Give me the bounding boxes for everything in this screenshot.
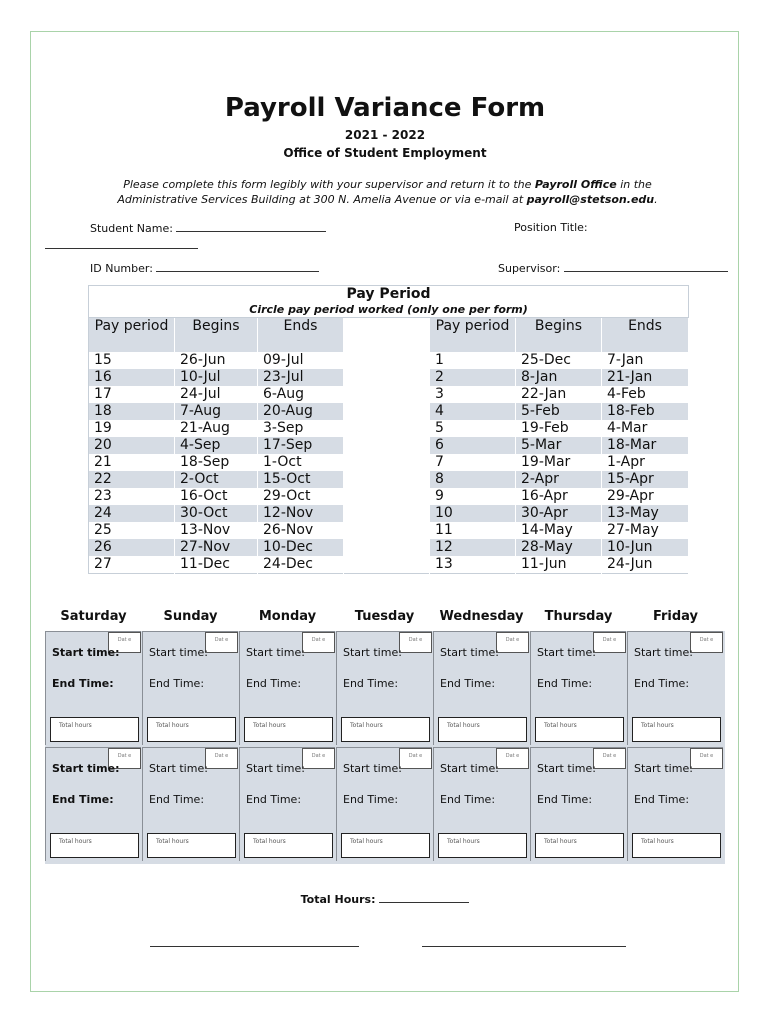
pay-period-number[interactable]: 23: [89, 488, 175, 505]
day-cell: [45, 631, 141, 745]
total-hours-box[interactable]: Total hours: [147, 833, 236, 858]
column-gap: [344, 556, 430, 574]
period-begin-date[interactable]: 11-Jun: [516, 556, 602, 574]
date-box[interactable]: Dat e: [593, 632, 626, 653]
pay-period-table: [88, 285, 689, 574]
period-begin-date[interactable]: 13-Nov: [175, 522, 258, 539]
day-cell: [530, 631, 626, 745]
total-hours-box[interactable]: Total hours: [438, 833, 527, 858]
column-gap: [344, 539, 430, 556]
end-time-field[interactable]: End Time:: [52, 793, 114, 806]
col-header-begins: Begins: [175, 318, 258, 353]
period-begin-date[interactable]: 10-Jul: [175, 369, 258, 386]
period-end-date[interactable]: 18-Mar: [602, 437, 689, 454]
period-end-date[interactable]: 24-Jun: [602, 556, 689, 574]
total-hours-box[interactable]: Total hours: [50, 833, 139, 858]
period-end-date[interactable]: 21-Jan: [602, 369, 689, 386]
total-hours-box[interactable]: Total hours: [535, 833, 624, 858]
period-end-date[interactable]: 20-Aug: [258, 403, 344, 420]
period-end-date[interactable]: 17-Sep: [258, 437, 344, 454]
day-cell: [433, 747, 529, 861]
period-end-date[interactable]: 26-Nov: [258, 522, 344, 539]
day-cell: [142, 631, 238, 745]
day-cell: [433, 631, 529, 745]
end-time-field[interactable]: End Time:: [149, 677, 205, 690]
pay-period-caption: Circle pay period worked (only one per form): [89, 303, 689, 318]
student-signature-line[interactable]: [150, 946, 359, 947]
id-number-line[interactable]: [156, 261, 319, 272]
end-time-field[interactable]: End Time:: [440, 677, 496, 690]
end-time-field[interactable]: End Time:: [634, 793, 690, 806]
table-row: [89, 556, 689, 574]
pay-period-number[interactable]: 20: [89, 437, 175, 454]
pay-period-number[interactable]: 15: [89, 352, 175, 369]
period-end-date[interactable]: 27-May: [602, 522, 689, 539]
table-row: [89, 488, 689, 505]
payroll-office-emphasis: Payroll Office: [534, 178, 617, 191]
col-header-pay-period: Pay period: [430, 318, 516, 353]
date-box[interactable]: Dat e: [593, 748, 626, 769]
total-hours-box[interactable]: Total hours: [50, 717, 139, 742]
position-title-label: Position Title:: [514, 221, 588, 234]
pay-period-number[interactable]: 13: [430, 556, 516, 574]
period-begin-date[interactable]: 16-Oct: [175, 488, 258, 505]
end-time-field[interactable]: End Time:: [149, 793, 205, 806]
period-begin-date[interactable]: 18-Sep: [175, 454, 258, 471]
pay-period-number[interactable]: 6: [430, 437, 516, 454]
instructions: [95, 177, 680, 207]
period-end-date[interactable]: 23-Jul: [258, 369, 344, 386]
table-row: [89, 386, 689, 403]
column-gap: [344, 454, 430, 471]
total-hours-box[interactable]: Total hours: [632, 717, 721, 742]
instructions-text-2: in the Administrative Services Building at 300 N. Amelia Avenue or via e-mail at: [117, 178, 652, 206]
school-year: 2021 - 2022: [344, 128, 426, 142]
start-time-field[interactable]: Start time:: [343, 646, 402, 659]
column-gap: [344, 420, 430, 437]
period-end-date[interactable]: 3-Sep: [258, 420, 344, 437]
period-begin-date[interactable]: 25-Dec: [516, 352, 602, 369]
col-header-begins: Begins: [516, 318, 602, 353]
pay-period-number[interactable]: 17: [89, 386, 175, 403]
pay-period-number[interactable]: 4: [430, 403, 516, 420]
pay-period-number[interactable]: 5: [430, 420, 516, 437]
weekday-label: Friday: [652, 609, 699, 624]
pay-period-number[interactable]: 8: [430, 471, 516, 488]
col-header-ends: Ends: [602, 318, 689, 353]
table-row: [89, 403, 689, 420]
student-name-field[interactable]: [90, 221, 326, 235]
column-gap: [344, 505, 430, 522]
period-begin-date[interactable]: 11-Dec: [175, 556, 258, 574]
period-begin-date[interactable]: 8-Jan: [516, 369, 602, 386]
instructions-text-3: .: [654, 193, 658, 206]
column-gap: [344, 352, 430, 369]
pay-period-header-row: [89, 318, 689, 353]
weekday-header: [45, 609, 725, 627]
period-end-date[interactable]: 13-May: [602, 505, 689, 522]
end-time-field[interactable]: End Time:: [537, 677, 593, 690]
start-time-field[interactable]: Start time:: [634, 646, 693, 659]
weekday-label: Wednesday: [439, 609, 524, 624]
table-row: [89, 522, 689, 539]
day-cell: [627, 631, 723, 745]
period-begin-date[interactable]: 19-Feb: [516, 420, 602, 437]
office-name: Office of Student Employment: [283, 146, 487, 160]
weekday-label: Thursday: [544, 609, 613, 624]
period-begin-date[interactable]: 22-Jan: [516, 386, 602, 403]
pay-period-number[interactable]: 7: [430, 454, 516, 471]
period-begin-date[interactable]: 27-Nov: [175, 539, 258, 556]
total-hours-box[interactable]: Total hours: [341, 717, 430, 742]
period-end-date[interactable]: 10-Dec: [258, 539, 344, 556]
column-gap: [344, 318, 430, 353]
date-box[interactable]: Dat e: [496, 632, 529, 653]
period-end-date[interactable]: 18-Feb: [602, 403, 689, 420]
total-hours-box[interactable]: Total hours: [244, 717, 333, 742]
start-time-field[interactable]: Start time:: [343, 762, 402, 775]
period-begin-date[interactable]: 26-Jun: [175, 352, 258, 369]
pay-period-number[interactable]: 9: [430, 488, 516, 505]
total-hours[interactable]: [0, 892, 770, 906]
col-header-ends: Ends: [258, 318, 344, 353]
student-name-label: Student Name:: [90, 222, 173, 235]
pay-period-number[interactable]: 22: [89, 471, 175, 488]
pay-period-title: Pay Period: [89, 286, 689, 304]
period-end-date[interactable]: 12-Nov: [258, 505, 344, 522]
pay-period-number[interactable]: 21: [89, 454, 175, 471]
table-row: [89, 539, 689, 556]
period-begin-date[interactable]: 5-Feb: [516, 403, 602, 420]
supervisor-field[interactable]: [498, 261, 728, 275]
weekday-label: Sunday: [163, 609, 218, 624]
date-box[interactable]: Dat e: [108, 748, 141, 769]
start-time-field[interactable]: Start time:: [634, 762, 693, 775]
total-hours-box[interactable]: Total hours: [438, 717, 527, 742]
pay-period-number[interactable]: 10: [430, 505, 516, 522]
date-box[interactable]: Dat e: [108, 632, 141, 653]
period-end-date[interactable]: 6-Aug: [258, 386, 344, 403]
table-row: [89, 505, 689, 522]
total-hours-box[interactable]: Total hours: [632, 833, 721, 858]
period-end-date[interactable]: 24-Dec: [258, 556, 344, 574]
column-gap: [344, 386, 430, 403]
period-begin-date[interactable]: 30-Apr: [516, 505, 602, 522]
date-box[interactable]: Dat e: [302, 632, 335, 653]
form-title: Payroll Variance Form: [224, 93, 546, 123]
day-cell: [45, 747, 141, 861]
column-gap: [344, 471, 430, 488]
pay-period-number[interactable]: 26: [89, 539, 175, 556]
id-number-field[interactable]: [90, 261, 319, 275]
day-cell: [530, 747, 626, 861]
column-gap: [344, 403, 430, 420]
pay-period-number[interactable]: 3: [430, 386, 516, 403]
date-box[interactable]: Dat e: [205, 632, 238, 653]
period-end-date[interactable]: 1-Oct: [258, 454, 344, 471]
period-end-date[interactable]: 29-Oct: [258, 488, 344, 505]
table-row: [89, 454, 689, 471]
pay-period-number[interactable]: 27: [89, 556, 175, 574]
date-box[interactable]: Dat e: [205, 748, 238, 769]
weekday-label: Tuesday: [354, 609, 415, 624]
period-begin-date[interactable]: 21-Aug: [175, 420, 258, 437]
total-hours-line[interactable]: [379, 892, 469, 903]
pay-period-number[interactable]: 1: [430, 352, 516, 369]
period-begin-date[interactable]: 7-Aug: [175, 403, 258, 420]
id-number-label: ID Number:: [90, 262, 153, 275]
pay-period-number[interactable]: 2: [430, 369, 516, 386]
date-box[interactable]: Dat e: [690, 748, 723, 769]
period-end-date[interactable]: 15-Apr: [602, 471, 689, 488]
start-time-field[interactable]: Start time:: [149, 646, 208, 659]
period-begin-date[interactable]: 24-Jul: [175, 386, 258, 403]
end-time-field[interactable]: End Time:: [343, 677, 399, 690]
col-header-pay-period: Pay period: [89, 318, 175, 353]
start-time-field[interactable]: Start time:: [149, 762, 208, 775]
table-row: [89, 471, 689, 488]
pay-period-number[interactable]: 11: [430, 522, 516, 539]
date-box[interactable]: Dat e: [690, 632, 723, 653]
period-begin-date[interactable]: 2-Apr: [516, 471, 602, 488]
table-row: [89, 352, 689, 369]
supervisor-signature-line[interactable]: [422, 946, 626, 947]
day-cell: [336, 631, 432, 745]
supervisor-label: Supervisor:: [498, 262, 561, 275]
end-time-field[interactable]: End Time:: [537, 793, 593, 806]
table-row: [89, 369, 689, 386]
period-end-date[interactable]: 4-Mar: [602, 420, 689, 437]
period-begin-date[interactable]: 19-Mar: [516, 454, 602, 471]
end-time-field[interactable]: End Time:: [246, 793, 302, 806]
start-time-field[interactable]: Start time:: [440, 646, 499, 659]
day-cell: [336, 747, 432, 861]
instructions-text-1: Please complete this form legibly with your supervisor and return it to the: [123, 178, 535, 191]
period-begin-date[interactable]: 4-Sep: [175, 437, 258, 454]
position-title-field[interactable]: [514, 221, 588, 234]
period-begin-date[interactable]: 30-Oct: [175, 505, 258, 522]
end-time-field[interactable]: End Time:: [343, 793, 399, 806]
total-hours-box[interactable]: Total hours: [244, 833, 333, 858]
table-row: [89, 437, 689, 454]
pay-period-number[interactable]: 16: [89, 369, 175, 386]
period-begin-date[interactable]: 2-Oct: [175, 471, 258, 488]
start-time-field[interactable]: Start time:: [537, 646, 596, 659]
start-time-field[interactable]: Start time:: [246, 762, 305, 775]
student-name-line[interactable]: [176, 221, 326, 232]
timesheet-grid: [45, 631, 725, 864]
day-cell: [239, 747, 335, 861]
pay-period-number[interactable]: 24: [89, 505, 175, 522]
column-gap: [344, 437, 430, 454]
total-hours-label: Total Hours:: [300, 893, 376, 906]
period-end-date[interactable]: 1-Apr: [602, 454, 689, 471]
end-time-field[interactable]: End Time:: [440, 793, 496, 806]
start-time-field[interactable]: Start time:: [537, 762, 596, 775]
weekday-label: Monday: [258, 609, 317, 624]
period-end-date[interactable]: 10-Jun: [602, 539, 689, 556]
start-time-field[interactable]: Start time:: [440, 762, 499, 775]
date-box[interactable]: Dat e: [496, 748, 529, 769]
table-row: [89, 420, 689, 437]
column-gap: [344, 488, 430, 505]
period-begin-date[interactable]: 14-May: [516, 522, 602, 539]
total-hours-box[interactable]: Total hours: [535, 717, 624, 742]
period-end-date[interactable]: 7-Jan: [602, 352, 689, 369]
start-time-field[interactable]: Start time:: [52, 762, 120, 775]
date-box[interactable]: Dat e: [399, 748, 432, 769]
payroll-email: payroll@stetson.edu: [526, 193, 655, 206]
day-cell: [239, 631, 335, 745]
start-time-field[interactable]: Start time:: [246, 646, 305, 659]
end-time-field[interactable]: End Time:: [246, 677, 302, 690]
weekday-label: Saturday: [60, 609, 127, 624]
column-gap: [344, 369, 430, 386]
end-time-field[interactable]: End Time:: [634, 677, 690, 690]
day-cell: [627, 747, 723, 861]
period-begin-date[interactable]: 16-Apr: [516, 488, 602, 505]
date-box[interactable]: Dat e: [399, 632, 432, 653]
pay-period-number[interactable]: 25: [89, 522, 175, 539]
period-begin-date[interactable]: 5-Mar: [516, 437, 602, 454]
column-gap: [344, 522, 430, 539]
pay-period-number[interactable]: 18: [89, 403, 175, 420]
pay-period-number[interactable]: 12: [430, 539, 516, 556]
supervisor-line[interactable]: [564, 261, 728, 272]
date-box[interactable]: Dat e: [302, 748, 335, 769]
pay-period-number[interactable]: 19: [89, 420, 175, 437]
total-hours-box[interactable]: Total hours: [341, 833, 430, 858]
period-begin-date[interactable]: 28-May: [516, 539, 602, 556]
period-end-date[interactable]: 29-Apr: [602, 488, 689, 505]
total-hours-box[interactable]: Total hours: [147, 717, 236, 742]
period-end-date[interactable]: 15-Oct: [258, 471, 344, 488]
start-time-field[interactable]: Start time:: [52, 646, 120, 659]
end-time-field[interactable]: End Time:: [52, 677, 114, 690]
period-end-date[interactable]: 09-Jul: [258, 352, 344, 369]
day-cell: [142, 747, 238, 861]
position-title-line[interactable]: [45, 238, 198, 249]
period-end-date[interactable]: 4-Feb: [602, 386, 689, 403]
